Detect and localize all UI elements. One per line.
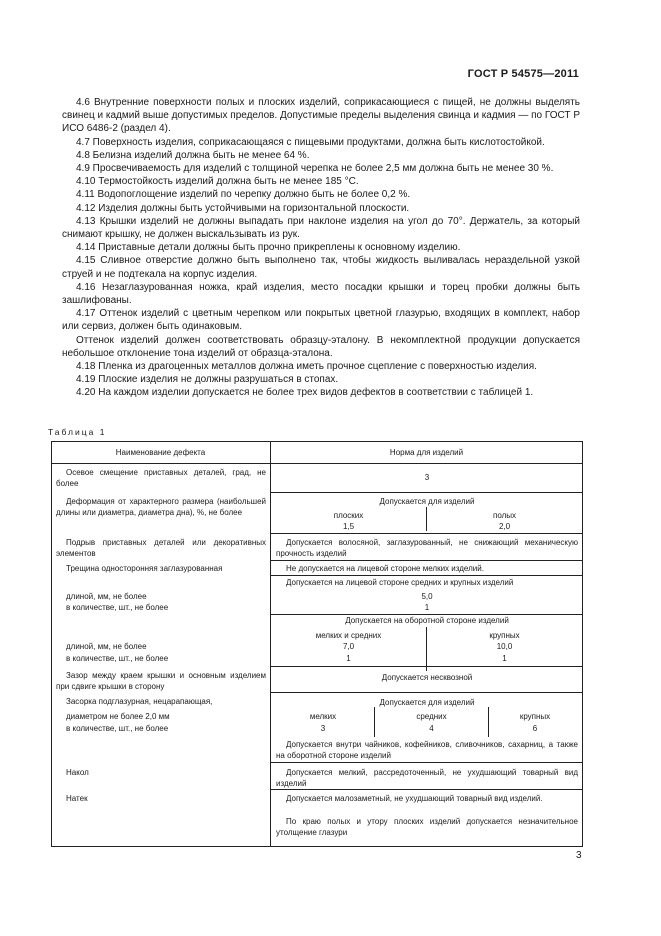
row-crack-norm-a: Не допускается на лицевой стороне мелких изделий. xyxy=(286,564,484,573)
row-axial-shift-value: 3 xyxy=(424,473,430,482)
row-crack-back-large-label: крупных xyxy=(489,631,520,640)
row-crack-norm-b: Допускается на лицевой стороне средних и крупных изделий xyxy=(286,578,514,587)
table-header-defect: Наименование дефекта xyxy=(115,448,206,457)
document-header: ГОСТ Р 54575—2011 xyxy=(467,68,579,80)
table-border-top xyxy=(51,441,583,442)
row-inclusion-diameter-label: диаметром не более 2,0 мм xyxy=(66,712,170,721)
paragraph-4-17: 4.17 Оттенок изделий с цветным черепком или покрытых цветной глазурью, входящих в комплект, набор или сервиз, должен быть одинаковым. xyxy=(62,308,580,333)
row-inclusion-divider-1 xyxy=(374,707,375,737)
paragraph-4-19: 4.19 Плоские изделия не должны разрушаться в стопах. xyxy=(76,374,339,386)
row-deformation-flat-value: 1,5 xyxy=(342,522,355,531)
paragraph-4-8: 4.8 Белизна изделий должна быть не менее 64 %. xyxy=(76,149,310,161)
row-crack-qty-label: в количестве, шт., не более xyxy=(66,603,169,612)
row-axial-shift-defect: Осевое смещение приставных деталей, град, не более xyxy=(56,468,266,489)
row-lid-gap-defect: Зазор между краем крышки и основным изделием при сдвиге крышки в сторону xyxy=(56,671,266,692)
row-puncture-defect: Накол xyxy=(66,768,89,777)
defects-table xyxy=(51,441,583,847)
row-crack-back-divider xyxy=(426,627,427,671)
table-column-divider xyxy=(270,441,271,847)
row-crack-defect: Трещина односторонняя заглазурованная xyxy=(66,564,223,573)
table-border-right xyxy=(582,441,583,847)
paragraph-4-7: 4.7 Поверхность изделия, соприкасающаяся с пищевыми продуктами, должна быть кислотостойкой. xyxy=(76,136,545,148)
row-chipping-defect: Подрыв приставных деталей или декоративных элементов xyxy=(56,538,266,559)
table-border-left xyxy=(51,441,52,847)
row-puncture-norm-underline xyxy=(271,789,583,790)
row-crack-back-small-qty: 1 xyxy=(346,654,351,663)
row-inclusion-divider-2 xyxy=(488,707,489,737)
row-crack-back-length-label: длиной, мм, не более xyxy=(66,642,147,651)
row-inclusion-head: Допускается для изделий xyxy=(379,698,475,707)
table-header-border xyxy=(51,463,583,464)
paragraph-4-12: 4.12 Изделия должны быть устойчивыми на горизонтальной плоскости. xyxy=(76,202,410,214)
table-border-bottom xyxy=(51,846,583,847)
row-crack-back-large-length: 10,0 xyxy=(496,642,513,651)
row-inclusion-large-value: 6 xyxy=(532,724,538,733)
table-header-norm: Норма для изделий xyxy=(389,448,464,457)
table-caption: Таблица 1 xyxy=(48,427,107,437)
row-deformation-flat-label: плоских xyxy=(333,511,364,520)
row-crack-back-small-label: мелких и средних xyxy=(315,631,382,640)
row-inclusion-small-value: 3 xyxy=(320,724,326,733)
row-inclusion-defect: Засорка подглазурная, нецарапающая, xyxy=(66,697,213,706)
row-crack-front-length: 5,0 xyxy=(421,592,433,601)
row-axial-shift-norm-underline xyxy=(271,492,583,493)
row-crack-back-large-qty: 1 xyxy=(502,654,507,663)
body-text xyxy=(62,96,580,400)
paragraph-4-13: 4.13 Крышки изделий не должны выпадать при наклоне изделия на угол до 70°. Держатель, за который снимают крышку, не должен выскальзывать из рук. xyxy=(62,215,580,241)
paragraph-4-6: 4.6 Внутренние поверхности полых и плоских изделий, соприкасающиеся с пищей, не должны выделять свинец и кадмий выше допустимых пределов. Допустимые пределы выделения свинца и кадмия — по ГОСТ Р ИСО 6486-2 (раздел 4). xyxy=(62,97,580,135)
row-crack-divider-1 xyxy=(271,575,583,576)
paragraph-4-18: 4.18 Пленка из драгоценных металлов должна иметь прочное сцепление с поверхностью изделия. xyxy=(76,361,537,373)
row-crack-back-qty-label: в количестве, шт., не более xyxy=(66,654,169,663)
row-inclusion-medium-value: 4 xyxy=(429,724,434,733)
row-crack-length-label: длиной, мм, не более xyxy=(66,592,147,601)
row-deformation-divider xyxy=(426,507,427,531)
row-lid-gap-norm: Допускается несквозной xyxy=(381,673,473,682)
row-deformation-head: Допускается для изделий xyxy=(379,497,475,506)
row-crack-front-qty: 1 xyxy=(424,603,430,612)
row-drip-norm-a: Допускается малозаметный, не ухудшающий товарный вид изделий. xyxy=(286,794,543,803)
paragraph-4-17-cont: Оттенок изделий должен соответствовать образцу-эталону. В некомплектной продукции допускается небольшое отклонение тона изделий от образца-эталона. xyxy=(62,334,580,359)
row-inclusion-qty-label: в количестве, шт., не более xyxy=(66,724,169,733)
row-drip-norm-b: По краю полых и утору плоских изделий допускается незначительное утолщение глазури xyxy=(276,817,578,838)
row-chipping-norm-underline xyxy=(271,560,583,561)
row-crack-norm-underline xyxy=(271,666,583,667)
row-crack-back-head: Допускается на оборотной стороне изделий xyxy=(345,616,509,625)
row-drip-defect: Натек xyxy=(66,794,88,803)
row-deformation-hollow-value: 2,0 xyxy=(498,522,511,531)
paragraph-4-9: 4.9 Просвечиваемость для изделий с толщиной черепка не более 2,5 мм должна быть не менее 30 %. xyxy=(76,163,554,175)
row-deformation-norm-underline xyxy=(271,533,583,534)
row-puncture-norm: Допускается мелкий, рассредоточенный, не ухудшающий товарный вид изделий xyxy=(276,768,578,789)
paragraph-4-15: 4.15 Сливное отверстие должно быть выполнено так, чтобы жидкость выливалась нераздельной узкой струей и не подтекала на корпус изделия. xyxy=(62,255,580,280)
row-chipping-norm: Допускается волосяной, заглазурованный, не снижающий механическую прочность изделий xyxy=(276,538,578,559)
row-inclusion-norm-underline xyxy=(271,762,583,763)
paragraph-4-11: 4.11 Водопоглощение изделий по черепку должно быть не более 0,2 %. xyxy=(76,189,411,201)
paragraph-4-14: 4.14 Приставные детали должны быть прочно прикреплены к основному изделию. xyxy=(76,242,461,254)
row-deformation-hollow-label: полых xyxy=(492,511,517,520)
row-inclusion-note: Допускается внутри чайников, кофейников, сливочников, сахарниц, а также на оборотной стороне изделий xyxy=(276,740,578,761)
paragraph-4-16: 4.16 Незаглазурованная ножка, край изделия, место посадки крышки и торец пробки должны быть зашлифованы. xyxy=(62,281,580,307)
page-number: 3 xyxy=(576,850,582,861)
paragraph-4-10: 4.10 Термостойкость изделий должна быть не менее 185 °С. xyxy=(76,176,359,188)
row-inclusion-large-label: крупных xyxy=(519,712,551,721)
row-lid-gap-norm-underline xyxy=(271,692,583,693)
row-inclusion-small-label: мелких xyxy=(309,712,337,721)
row-inclusion-medium-label: средних xyxy=(416,712,447,721)
row-crack-back-small-length: 7,0 xyxy=(342,642,355,651)
row-deformation-defect: Деформация от характерного размера (наибольшей длины или диаметра, диаметра дна), %, не более xyxy=(56,497,266,518)
paragraph-4-20: 4.20 На каждом изделии допускается не более трех видов дефектов в соответствии с таблицей 1. xyxy=(76,387,534,399)
